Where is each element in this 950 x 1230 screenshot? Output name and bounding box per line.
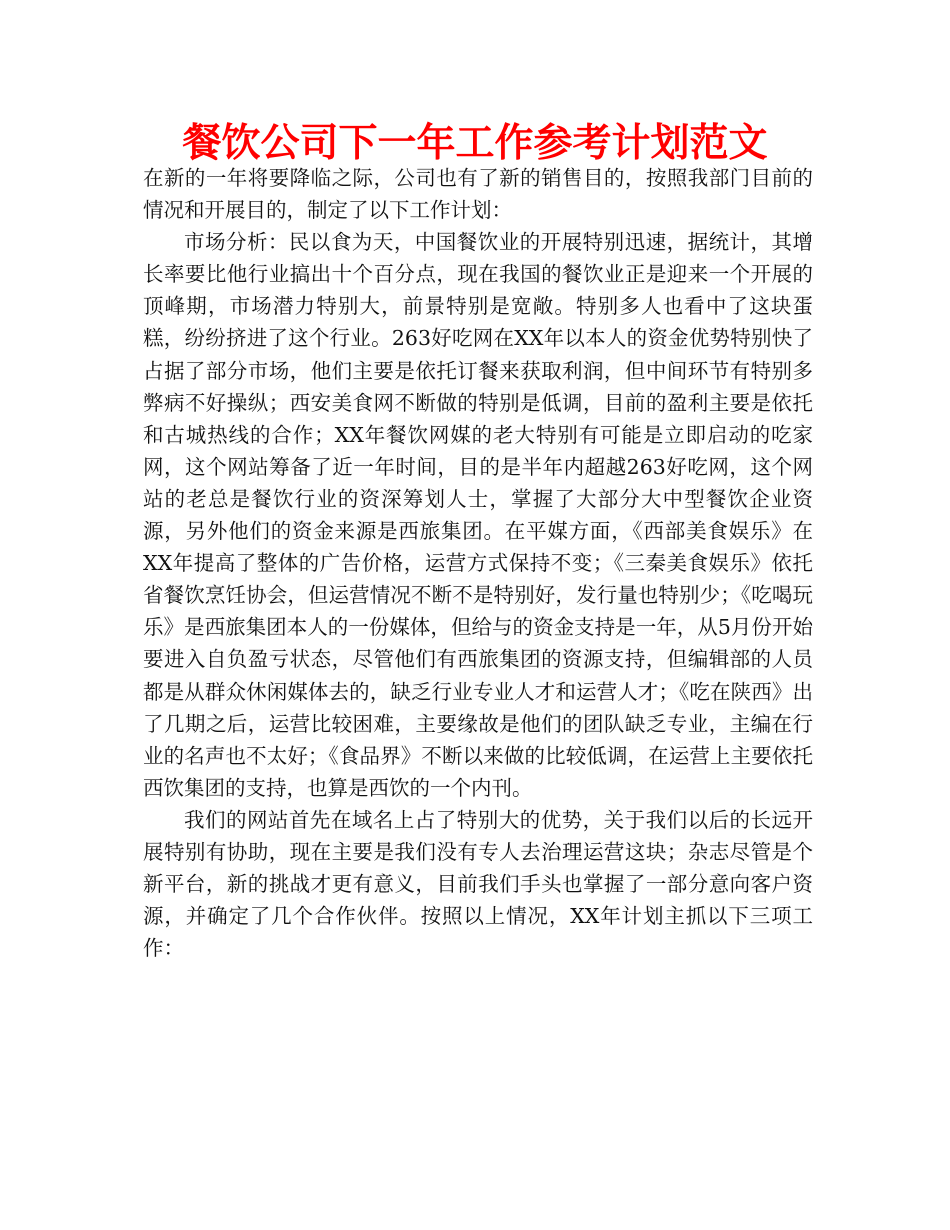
- intro-paragraph: 在新的一年将要降临之际，公司也有了新的销售目的，按照我部门目前的情况和开展目的，制定了以下工作计划：: [143, 166, 813, 223]
- document-title: 餐饮公司下一年工作参考计划范文: [182, 121, 768, 166]
- market-analysis-paragraph: 市场分析：民以食为天，中国餐饮业的开展特别迅速，据统计，其增长率要比他行业搞出十个百分点，现在我国的餐饮业正是迎来一个开展的顶峰期，市场潜力特别大，前景特别是宽敞。特别多人也看中了这块蛋糕，纷纷挤进了这个行业。263好吃网在XX年以本人的资金优势特别快了占据了部分市场，他们主要是依托订餐来获取利润，但中间环节有特别多弊病不好操纵；西安美食网不断做的特别是低调，目前的盈利主要是依托和古城热线的合作；XX年餐饮网媒的老大特别有可能是立即启动的吃家网，这个网站筹备了近一年时间，目的是半年内超越263好吃网，这个网站的老总是餐饮行业的资深筹划人士，掌握了大部分大中型餐饮企业资源，另外他们的资金来源是西旅集团。在平媒方面，《西部美食娱乐》在XX年提高了整体的广告价格，运营方式保持不变；《三秦美食娱乐》依托省餐饮烹饪协会，但运营情况不断不是特别好，发行量也特别少；《吃喝玩乐》是西旅集团本人的一份媒体，但给与的资金支持是一年，从5月份开始要进入自负盈亏状态，尽管他们有西旅集团的资源支持，但编辑部的人员都是从群众休闲媒体去的，缺乏行业专业人才和运营人才；《吃在陕西》出了几期之后，运营比较困难，主要缘故是他们的团队缺乏专业，主编在行业的名声也不太好；《食品界》不断以来做的比较低调，在运营上主要依托西饮集团的支持，也算是西饮的一个内刊。: [143, 230, 813, 800]
- document-body: [143, 162, 813, 964]
- website-advantage-paragraph: 我们的网站首先在域名上占了特别大的优势，关于我们以后的长远开展特别有协助，现在主要是我们没有专人去治理运营这块；杂志尽管是个新平台，新的挑战才更有意义，目前我们手头也掌握了一部分意向客户资源，并确定了几个合作伙伴。按照以上情况，XX年计划主抓以下三项工作：: [143, 807, 813, 961]
